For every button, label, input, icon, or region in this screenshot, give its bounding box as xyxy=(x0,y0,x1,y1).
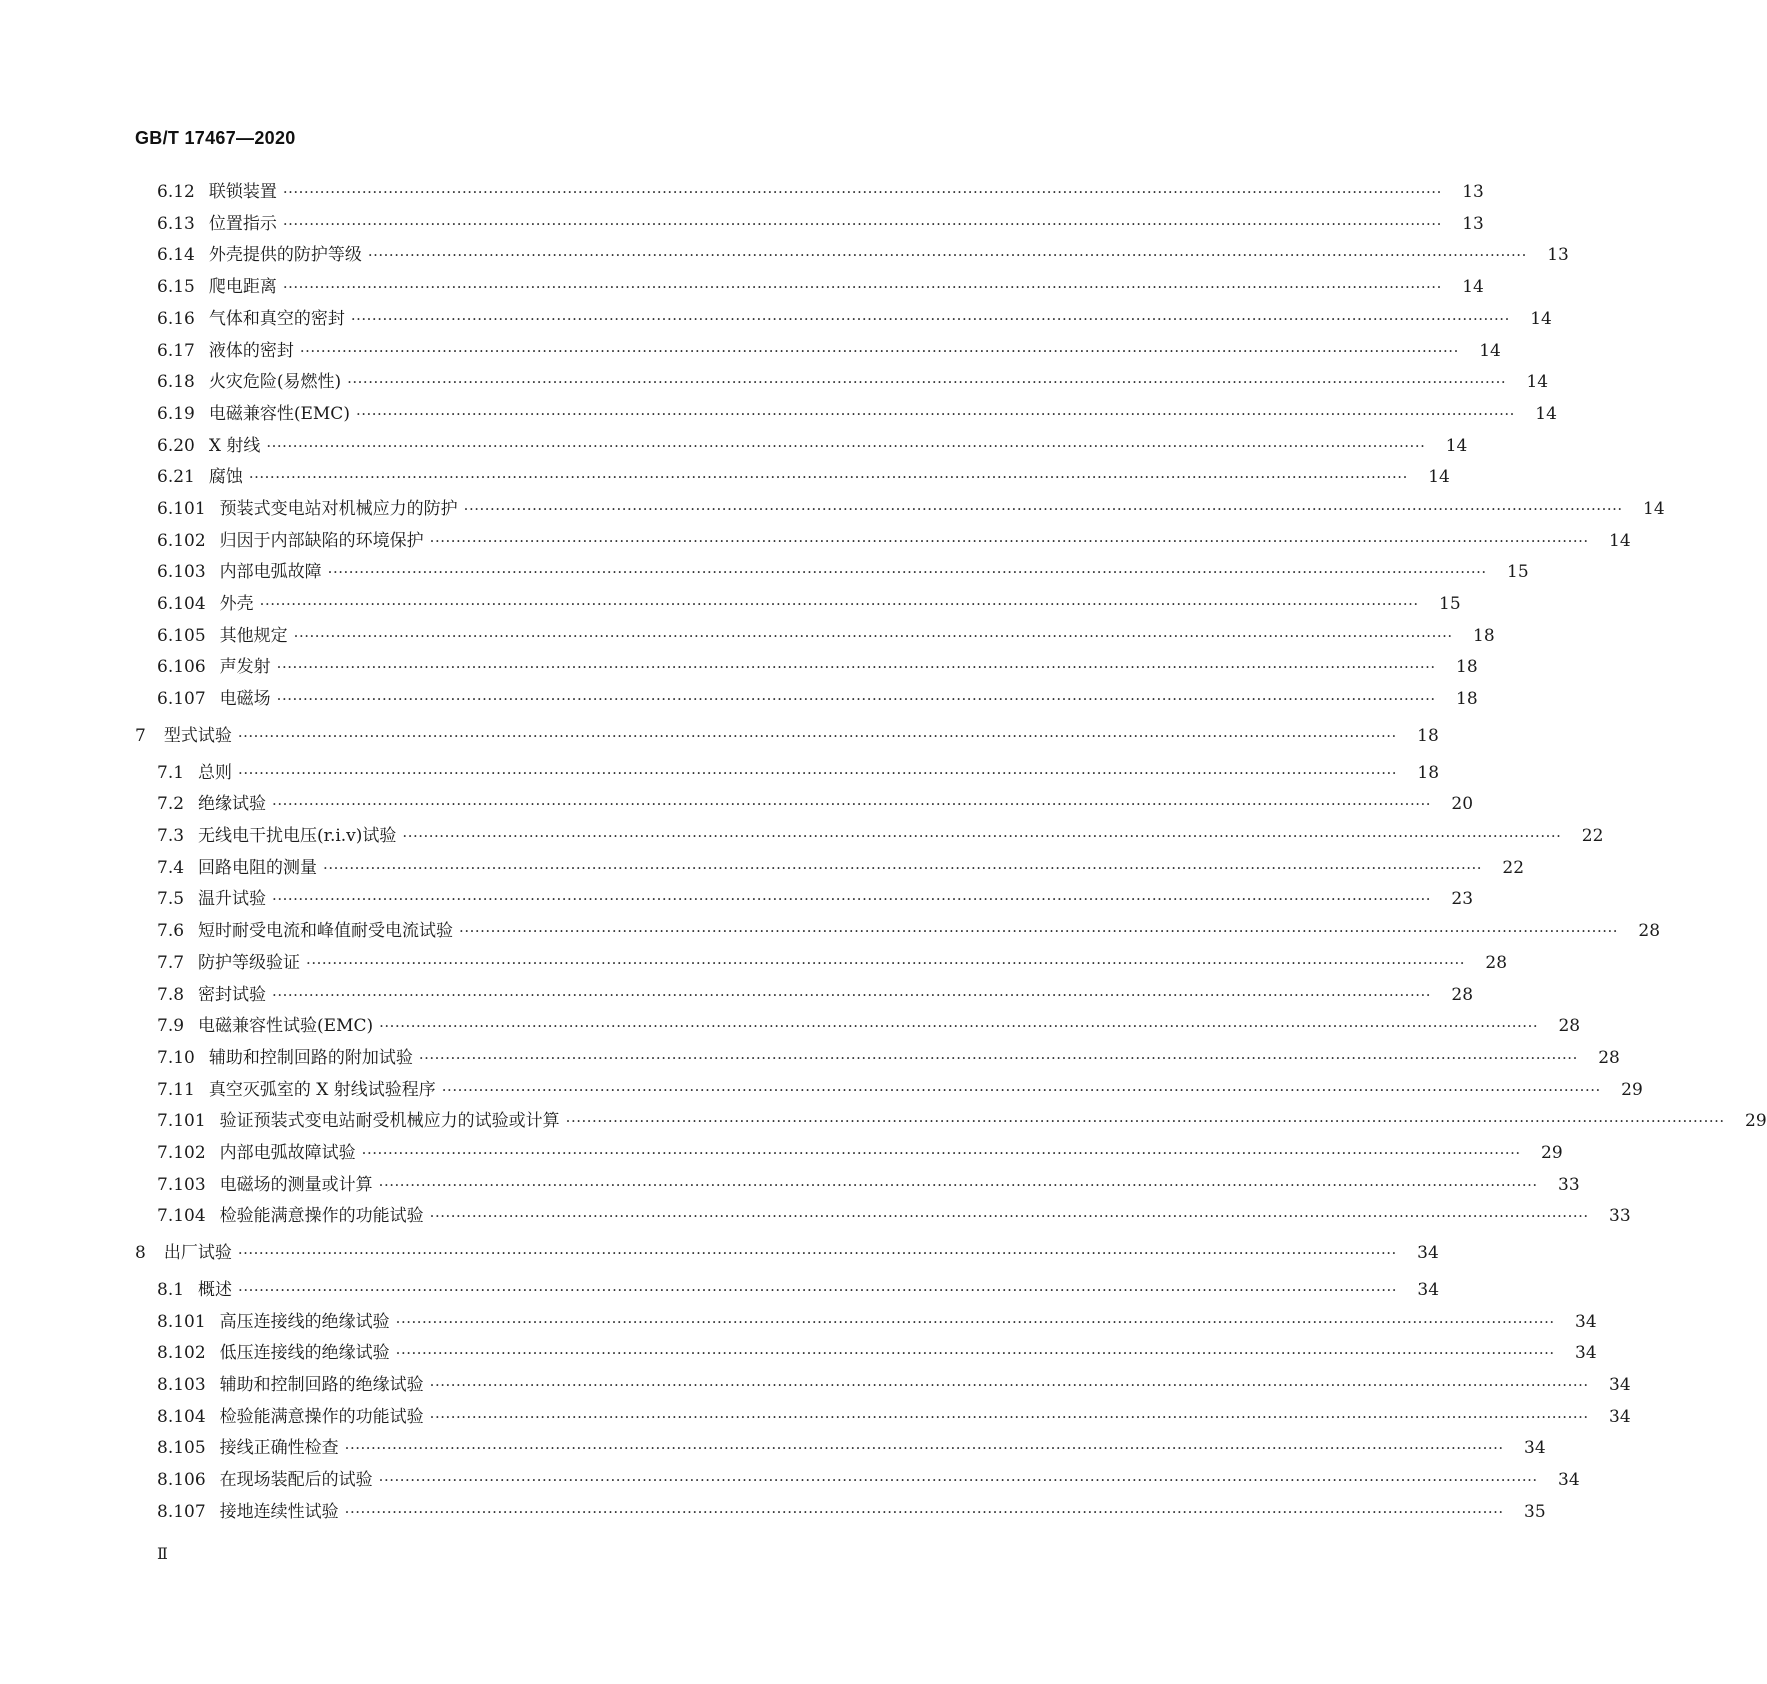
toc-section-entry[interactable] xyxy=(157,241,1569,265)
toc-entry-page: 34 xyxy=(1524,1438,1546,1458)
toc-entry-page: 14 xyxy=(1479,341,1501,361)
toc-dot-leader: ···························································································································································································································· xyxy=(347,373,1507,391)
toc-entry-page: 14 xyxy=(1643,499,1665,519)
toc-dot-leader: ···························································································································································································································· xyxy=(378,1471,1538,1489)
toc-entry-title: 防护等级验证 xyxy=(198,953,301,973)
toc-entry-page: 28 xyxy=(1638,921,1661,941)
toc-entry-number: 6.19 xyxy=(157,404,195,424)
toc-section-entry[interactable] xyxy=(157,622,1495,646)
toc-entry-page: 14 xyxy=(1609,531,1631,551)
toc-dot-leader: ···························································································································································································································· xyxy=(323,859,1483,877)
toc-section-entry[interactable] xyxy=(157,527,1631,551)
toc-entry-number: 6.101 xyxy=(157,499,206,519)
toc-dot-leader: ···························································································································································································································· xyxy=(429,1207,1589,1225)
toc-section-entry[interactable] xyxy=(157,653,1478,677)
toc-entry-number: 6.18 xyxy=(157,372,195,392)
toc-section-entry[interactable] xyxy=(157,1171,1580,1195)
toc-section-entry[interactable] xyxy=(157,178,1484,202)
toc-entry-page: 28 xyxy=(1451,985,1474,1005)
toc-dot-leader: ···························································································································································································································· xyxy=(463,500,1623,518)
toc-entry-title: 电磁兼容性试验(EMC) xyxy=(198,1016,374,1036)
toc-entry-number: 6.12 xyxy=(157,182,195,202)
toc-entry-page: 18 xyxy=(1417,763,1440,783)
toc-entry-page: 14 xyxy=(1428,467,1450,487)
toc-entry-page: 14 xyxy=(1530,309,1552,329)
toc-entry-number: 8.107 xyxy=(157,1502,206,1522)
toc-entry-number: 8.1 xyxy=(157,1280,185,1300)
toc-entry-page: 18 xyxy=(1417,726,1439,746)
toc-dot-leader: ···························································································································································································································· xyxy=(350,310,1510,328)
toc-entry-title: 内部电弧故障试验 xyxy=(219,1143,356,1163)
toc-section-entry[interactable] xyxy=(157,981,1474,1005)
toc-dot-leader: ···························································································································································································································· xyxy=(293,627,1453,645)
toc-entry-page: 33 xyxy=(1609,1206,1631,1226)
toc-entry-number: 7.2 xyxy=(157,794,185,814)
toc-section-entry[interactable] xyxy=(157,558,1529,582)
toc-entry-page: 13 xyxy=(1462,214,1484,234)
toc-chapter-entry[interactable] xyxy=(135,1239,1439,1263)
toc-entry-title: 其他规定 xyxy=(219,626,288,646)
toc-entry-title: 外壳提供的防护等级 xyxy=(208,245,362,265)
toc-entry-number: 8.104 xyxy=(157,1407,206,1427)
toc-entry-number: 7.7 xyxy=(157,953,185,973)
toc-entry-title: 总则 xyxy=(198,763,233,783)
toc-section-entry[interactable] xyxy=(157,1466,1580,1490)
toc-entry-title: 绝缘试验 xyxy=(198,794,267,814)
toc-entry-number: 7.1 xyxy=(157,763,185,783)
toc-entry-title: 检验能满意操作的功能试验 xyxy=(219,1407,424,1427)
toc-entry-number: 8.103 xyxy=(157,1375,206,1395)
toc-entry-title: 验证预装式变电站耐受机械应力的试验或计算 xyxy=(219,1111,560,1131)
toc-dot-leader: ···························································································································································································································· xyxy=(459,922,1619,940)
toc-entry-number: 7.11 xyxy=(157,1080,195,1100)
toc-entry-title: 型式试验 xyxy=(163,726,232,746)
toc-section-entry[interactable] xyxy=(157,822,1604,846)
toc-section-entry[interactable] xyxy=(157,949,1508,973)
toc-entry-page: 28 xyxy=(1558,1016,1581,1036)
toc-entry-number: 6.21 xyxy=(157,467,195,487)
toc-dot-leader: ···························································································································································································································· xyxy=(344,1503,1504,1521)
toc-dot-leader: ···························································································································································································································· xyxy=(429,1408,1589,1426)
toc-dot-leader: ···························································································································································································································· xyxy=(441,1081,1601,1099)
toc-entry-title: 短时耐受电流和峰值耐受电流试验 xyxy=(198,921,454,941)
toc-section-entry[interactable] xyxy=(157,685,1478,709)
toc-entry-number: 8.106 xyxy=(157,1470,206,1490)
toc-entry-title: 预装式变电站对机械应力的防护 xyxy=(219,499,458,519)
toc-entry-page: 34 xyxy=(1575,1343,1597,1363)
toc-entry-title: 概述 xyxy=(198,1280,233,1300)
toc-dot-leader: ···························································································································································································································· xyxy=(429,1376,1589,1394)
toc-entry-number: 7 xyxy=(135,726,146,746)
toc-entry-title: 内部电弧故障 xyxy=(219,562,322,582)
toc-entry-page: 14 xyxy=(1462,277,1484,297)
toc-dot-leader: ···························································································································································································································· xyxy=(378,1176,1538,1194)
toc-dot-leader: ···························································································································································································································· xyxy=(237,1244,1397,1262)
toc-section-entry[interactable] xyxy=(157,1202,1631,1226)
toc-entry-page: 34 xyxy=(1417,1280,1440,1300)
toc-dot-leader: ···························································································································································································································· xyxy=(299,342,1459,360)
toc-entry-page: 34 xyxy=(1609,1375,1631,1395)
toc-dot-leader: ···························································································································································································································· xyxy=(327,563,1487,581)
toc-entry-number: 7.8 xyxy=(157,985,185,1005)
toc-entry-number: 7.6 xyxy=(157,921,185,941)
toc-dot-leader: ···························································································································································································································· xyxy=(259,595,1419,613)
toc-entry-page: 28 xyxy=(1598,1048,1620,1068)
toc-entry-title: 接线正确性检查 xyxy=(219,1438,339,1458)
toc-entry-page: 34 xyxy=(1558,1470,1580,1490)
toc-section-entry[interactable] xyxy=(157,1434,1546,1458)
toc-entry-title: 密封试验 xyxy=(198,985,267,1005)
toc-section-entry[interactable] xyxy=(157,368,1549,392)
toc-entry-title: 腐蚀 xyxy=(208,467,243,487)
toc-entry-page: 22 xyxy=(1581,826,1604,846)
toc-dot-leader: ···························································································································································································································· xyxy=(272,986,1432,1004)
toc-section-entry[interactable] xyxy=(157,1107,1767,1131)
toc-entry-title: 火灾危险(易燃性) xyxy=(208,372,342,392)
toc-entry-number: 6.14 xyxy=(157,245,195,265)
page-number-footer: Ⅱ xyxy=(157,1544,168,1563)
toc-entry-number: 7.102 xyxy=(157,1143,206,1163)
toc-entry-page: 14 xyxy=(1526,372,1549,392)
toc-entry-title: 真空灭弧室的 X 射线试验程序 xyxy=(208,1080,436,1100)
toc-dot-leader: ···························································································································································································································· xyxy=(565,1112,1725,1130)
toc-dot-leader: ···························································································································································································································· xyxy=(367,246,1527,264)
toc-entry-number: 6.13 xyxy=(157,214,195,234)
toc-section-entry[interactable] xyxy=(157,432,1468,456)
toc-entry-title: 辅助和控制回路的绝缘试验 xyxy=(219,1375,424,1395)
standard-code-header: GB/T 17467—2020 xyxy=(135,128,296,148)
toc-entry-number: 8 xyxy=(135,1243,146,1263)
toc-entry-page: 29 xyxy=(1541,1143,1563,1163)
toc-dot-leader: ···························································································································································································································· xyxy=(272,890,1432,908)
toc-section-entry[interactable] xyxy=(157,1371,1631,1395)
toc-entry-number: 6.104 xyxy=(157,594,206,614)
toc-entry-page: 29 xyxy=(1621,1080,1643,1100)
toc-entry-page: 15 xyxy=(1507,562,1529,582)
toc-entry-page: 33 xyxy=(1558,1175,1580,1195)
toc-entry-title: 外壳 xyxy=(219,594,254,614)
toc-entry-page: 14 xyxy=(1445,436,1468,456)
toc-entry-title: 电磁场的测量或计算 xyxy=(219,1175,373,1195)
toc-dot-leader: ···························································································································································································································· xyxy=(238,764,1398,782)
toc-section-entry[interactable] xyxy=(157,1076,1643,1100)
toc-dot-leader: ···························································································································································································································· xyxy=(379,1017,1539,1035)
toc-entry-number: 8.102 xyxy=(157,1343,206,1363)
toc-section-entry[interactable] xyxy=(157,854,1525,878)
toc-entry-page: 34 xyxy=(1609,1407,1631,1427)
toc-dot-leader: ···························································································································································································································· xyxy=(418,1049,1578,1067)
toc-dot-leader: ···························································································································································································································· xyxy=(429,532,1589,550)
toc-dot-leader: ···························································································································································································································· xyxy=(306,954,1466,972)
toc-entry-page: 28 xyxy=(1485,953,1508,973)
toc-section-entry[interactable] xyxy=(157,885,1474,909)
toc-entry-number: 7.103 xyxy=(157,1175,206,1195)
toc-dot-leader: ···························································································································································································································· xyxy=(344,1439,1504,1457)
toc-entry-number: 6.102 xyxy=(157,531,206,551)
toc-entry-page: 18 xyxy=(1456,689,1478,709)
toc-dot-leader: ···························································································································································································································· xyxy=(282,183,1442,201)
toc-entry-page: 20 xyxy=(1451,794,1474,814)
toc-entry-number: 6.106 xyxy=(157,657,206,677)
toc-entry-page: 15 xyxy=(1439,594,1461,614)
toc-entry-title: 在现场装配后的试验 xyxy=(219,1470,373,1490)
toc-entry-number: 8.101 xyxy=(157,1312,206,1332)
toc-dot-leader: ···························································································································································································································· xyxy=(395,1313,1555,1331)
toc-section-entry[interactable] xyxy=(157,495,1665,519)
toc-entry-page: 29 xyxy=(1745,1111,1767,1131)
toc-section-entry[interactable] xyxy=(157,790,1474,814)
toc-entry-page: 35 xyxy=(1524,1502,1546,1522)
toc-entry-title: X 射线 xyxy=(208,436,261,456)
toc-entry-number: 6.15 xyxy=(157,277,195,297)
toc-section-entry[interactable] xyxy=(157,1308,1597,1332)
toc-entry-number: 6.105 xyxy=(157,626,206,646)
toc-entry-page: 34 xyxy=(1417,1243,1439,1263)
toc-entry-title: 接地连续性试验 xyxy=(219,1502,339,1522)
toc-section-entry[interactable] xyxy=(157,1498,1546,1522)
toc-section-entry[interactable] xyxy=(157,210,1484,234)
toc-entry-title: 低压连接线的绝缘试验 xyxy=(219,1343,390,1363)
toc-dot-leader: ···························································································································································································································· xyxy=(238,1281,1398,1299)
toc-section-entry[interactable] xyxy=(157,1044,1620,1068)
toc-entry-number: 7.5 xyxy=(157,889,185,909)
toc-entry-number: 6.17 xyxy=(157,341,195,361)
toc-section-entry[interactable] xyxy=(157,400,1557,424)
toc-entry-title: 联锁装置 xyxy=(208,182,277,202)
toc-entry-title: 气体和真空的密封 xyxy=(208,309,345,329)
toc-entry-number: 7.3 xyxy=(157,826,185,846)
toc-dot-leader: ···························································································································································································································· xyxy=(355,405,1515,423)
toc-section-entry[interactable] xyxy=(157,1139,1563,1163)
toc-dot-leader: ···························································································································································································································· xyxy=(248,468,1408,486)
toc-entry-title: 液体的密封 xyxy=(208,341,294,361)
toc-entry-title: 回路电阻的测量 xyxy=(198,858,318,878)
toc-dot-leader: ···························································································································································································································· xyxy=(282,278,1442,296)
toc-entry-number: 6.16 xyxy=(157,309,195,329)
toc-entry-number: 7.104 xyxy=(157,1206,206,1226)
toc-entry-page: 18 xyxy=(1473,626,1495,646)
toc-entry-page: 13 xyxy=(1462,182,1484,202)
toc-entry-page: 22 xyxy=(1502,858,1525,878)
toc-entry-title: 辅助和控制回路的附加试验 xyxy=(208,1048,413,1068)
toc-entry-number: 7.4 xyxy=(157,858,185,878)
toc-section-entry[interactable] xyxy=(157,463,1450,487)
toc-section-entry[interactable] xyxy=(157,759,1440,783)
toc-entry-title: 爬电距离 xyxy=(208,277,277,297)
toc-dot-leader: ···························································································································································································································· xyxy=(395,1344,1555,1362)
toc-entry-number: 6.103 xyxy=(157,562,206,582)
toc-entry-title: 电磁场 xyxy=(219,689,271,709)
toc-dot-leader: ···························································································································································································································· xyxy=(272,795,1432,813)
toc-dot-leader: ···························································································································································································································· xyxy=(276,690,1436,708)
toc-entry-page: 13 xyxy=(1547,245,1569,265)
toc-section-entry[interactable] xyxy=(157,1339,1597,1363)
toc-entry-title: 电磁兼容性(EMC) xyxy=(208,404,350,424)
toc-section-entry[interactable] xyxy=(157,337,1501,361)
toc-entry-page: 14 xyxy=(1535,404,1557,424)
toc-section-entry[interactable] xyxy=(157,1276,1440,1300)
toc-section-entry[interactable] xyxy=(157,917,1661,941)
toc-section-entry[interactable] xyxy=(157,273,1484,297)
toc-entry-number: 8.105 xyxy=(157,1438,206,1458)
toc-entry-title: 检验能满意操作的功能试验 xyxy=(219,1206,424,1226)
toc-entry-number: 6.20 xyxy=(157,436,195,456)
toc-dot-leader: ···························································································································································································································· xyxy=(361,1144,1521,1162)
toc-section-entry[interactable] xyxy=(157,305,1552,329)
toc-entry-number: 7.10 xyxy=(157,1048,195,1068)
toc-dot-leader: ···························································································································································································································· xyxy=(266,437,1426,455)
toc-entry-title: 位置指示 xyxy=(208,214,277,234)
toc-dot-leader: ···························································································································································································································· xyxy=(402,827,1562,845)
toc-entry-title: 无线电干扰电压(r.i.v)试验 xyxy=(198,826,397,846)
toc-entry-page: 23 xyxy=(1451,889,1474,909)
toc-entry-title: 出厂试验 xyxy=(163,1243,232,1263)
toc-dot-leader: ···························································································································································································································· xyxy=(276,658,1436,676)
toc-section-entry[interactable] xyxy=(157,590,1461,614)
toc-entry-title: 温升试验 xyxy=(198,889,267,909)
toc-chapter-entry[interactable] xyxy=(135,722,1439,746)
toc-entry-page: 18 xyxy=(1456,657,1478,677)
toc-entry-number: 7.101 xyxy=(157,1111,206,1131)
toc-entry-page: 34 xyxy=(1575,1312,1597,1332)
toc-dot-leader: ···························································································································································································································· xyxy=(282,215,1442,233)
toc-entry-title: 高压连接线的绝缘试验 xyxy=(219,1312,390,1332)
toc-entry-title: 声发射 xyxy=(219,657,271,677)
toc-entry-number: 6.107 xyxy=(157,689,206,709)
toc-entry-title: 归因于内部缺陷的环境保护 xyxy=(219,531,424,551)
toc-dot-leader: ···························································································································································································································· xyxy=(237,727,1397,745)
toc-section-entry[interactable] xyxy=(157,1012,1581,1036)
toc-entry-number: 7.9 xyxy=(157,1016,185,1036)
toc-section-entry[interactable] xyxy=(157,1403,1631,1427)
